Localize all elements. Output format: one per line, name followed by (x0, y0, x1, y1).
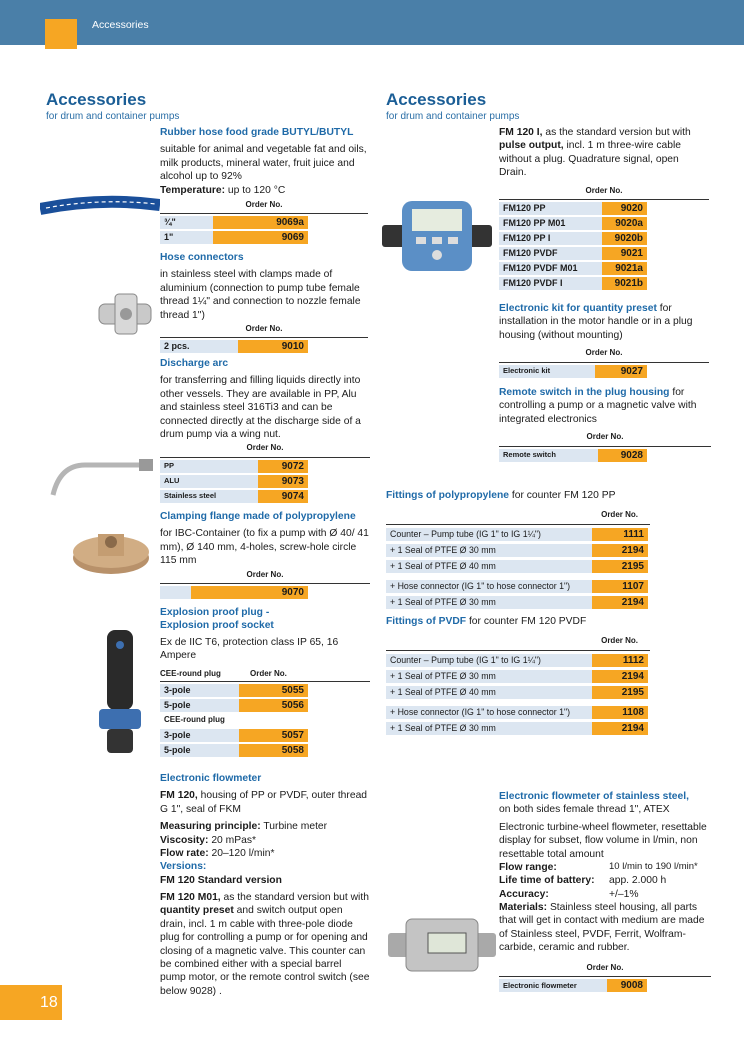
order-header: Order No. (499, 963, 711, 977)
order-header: Order No. (160, 570, 370, 584)
table-row (160, 340, 308, 353)
fitting-label: + 1 Seal of PTFE Ø 40 mm (386, 560, 592, 573)
fm120i-desc-c: incl. 1 m three-wire cable without a plug. Quadrature signal, open Drain. (499, 140, 681, 179)
order-label: 5-pole (160, 744, 239, 757)
order-number: 9021a (602, 262, 647, 275)
order-table (499, 200, 647, 292)
order-header: Order No. (250, 668, 287, 678)
kit-section (499, 302, 709, 380)
order-label: PP (160, 460, 258, 473)
hose-temp-value: up to 120 °C (225, 184, 286, 196)
order-number: 9027 (595, 365, 647, 378)
order-number: 5057 (239, 729, 308, 742)
order-number: 9073 (258, 475, 308, 488)
arc-desc: for transferring and filling liquids directly into other vessels. They are available in PP, Alu and stainless steel 316Ti3 and can be connected directly at the discharge side of a drum pump via a wing nut. (160, 375, 361, 440)
hose-title: Rubber hose food grade BUTYL/BUTYL (160, 127, 354, 138)
order-label: FM120 PVDF M01 (499, 262, 602, 275)
fittings-pvdf-section (386, 615, 650, 738)
fitting-number: 2195 (592, 560, 648, 573)
table-row (386, 654, 648, 667)
page-number: 18 (0, 985, 62, 1020)
materials-value: Stainless steel housing, all parts that will get in contact with medium are made of Stainless steel, PVDF, Ferrit, Wolfram-carbide, ceramic and rubber. (499, 902, 705, 954)
materials-label: Materials: (499, 902, 548, 913)
kit-desc: for installation in the motor handle or in a plug housing (without mounting) (499, 303, 693, 341)
order-label: FM120 PP (499, 202, 602, 215)
order-header: Order No. (386, 510, 650, 524)
order-header: Order No. (499, 432, 711, 446)
accuracy-value: +/–1% (609, 888, 639, 900)
table-row (499, 277, 647, 290)
table-row (499, 979, 647, 992)
fitting-number: 1107 (592, 576, 648, 593)
order-number: 9020 (602, 202, 647, 215)
m01-quantity-preset: quantity preset (160, 905, 234, 917)
hose-connector-image (95, 288, 155, 340)
order-label: ALU (160, 475, 258, 488)
fitting-number: 1112 (592, 654, 648, 667)
order-header: Order No. (499, 186, 709, 200)
order-number: 9021b (602, 277, 647, 290)
battery-label: Life time of battery: (499, 875, 595, 887)
fitting-label: + 1 Seal of PTFE Ø 30 mm (386, 596, 592, 609)
fittings-pvdf-title: Fittings of PVDF (386, 616, 467, 627)
order-label: Electronic kit (499, 365, 595, 378)
page-subtitle-right: for drum and container pumps (386, 111, 520, 122)
table-row (499, 262, 647, 275)
discharge-arc-image (45, 455, 155, 500)
fitting-label: + 1 Seal of PTFE Ø 30 mm (386, 722, 592, 735)
flowmeter-section (160, 772, 370, 998)
table-row (499, 365, 647, 378)
table-row (499, 202, 647, 215)
range-value: 10 l/min to 190 l/min* (609, 860, 698, 872)
viscosity-value: 20 mPas* (208, 834, 256, 846)
fittings-table (386, 651, 648, 738)
remote-section (499, 386, 711, 464)
order-number: 9028 (598, 449, 647, 462)
order-table (160, 338, 308, 355)
table-row (160, 699, 308, 712)
order-table (160, 214, 308, 246)
fm120i-desc-a: as the standard version but with (542, 127, 691, 138)
m01-desc-a: as the standard version but with (220, 892, 369, 903)
order-number: 9072 (258, 460, 308, 473)
explosion-desc: Ex de IIC T6, protection class IP 65, 16 Ampere (160, 636, 339, 662)
order-label: 3-pole (160, 684, 239, 697)
order-number: 9020b (602, 232, 647, 245)
order-number: 5058 (239, 744, 308, 757)
fitting-label: + Hose connector (IG 1" to hose connector 1") (386, 702, 592, 719)
remote-title: Remote switch in the plug housing (499, 387, 670, 398)
hose-desc: suitable for animal and vegetable fat and oils, milk products, mineral water, fruit juice and alcohol up to 92% (160, 144, 367, 183)
order-number: 9069a (213, 216, 308, 229)
steel-sub: on both sides female thread 1", ATEX (499, 804, 670, 816)
explosion-title-socket: Explosion proof socket (160, 620, 274, 632)
fm120-flowmeter-image (382, 195, 492, 273)
table-row (499, 247, 647, 260)
steel-flowmeter-section (499, 790, 711, 994)
table-row (499, 217, 647, 230)
fm120i-pulse: pulse output, (499, 140, 564, 152)
fitting-label: + 1 Seal of PTFE Ø 30 mm (386, 544, 592, 557)
fittings-pvdf-sub: for counter FM 120 PVDF (466, 616, 587, 627)
hose-temp-label: Temperature: (160, 184, 226, 196)
versions-label: Versions: (160, 861, 207, 873)
range-label: Flow range: (499, 861, 557, 873)
order-number: 5055 (239, 684, 308, 697)
order-table (499, 363, 647, 380)
order-header: Order No. (499, 348, 709, 362)
order-label: Electronic flowmeter (499, 979, 607, 992)
clamping-flange-image (70, 522, 152, 580)
fittings-pp-section (386, 489, 650, 612)
table-row (160, 744, 308, 757)
standard-version: FM 120 Standard version (160, 874, 282, 886)
connectors-title: Hose connectors (160, 252, 244, 263)
order-table (160, 458, 308, 505)
section-tab (45, 19, 77, 49)
order-label: FM120 PP I (499, 232, 602, 245)
order-label: Stainless steel (160, 490, 258, 503)
table-row (160, 216, 308, 229)
fm120i-label: FM 120 I, (499, 127, 543, 138)
steel-desc: Electronic turbine-wheel flowmeter, resettable display for subset, flow volume in l/min, non resettable total amount (499, 821, 707, 860)
order-header: Order No. (160, 443, 370, 457)
measuring-label: Measuring principle: (160, 821, 261, 833)
flange-title: Clamping flange made of polypropylene (160, 511, 356, 522)
order-number: 9008 (607, 979, 647, 992)
table-row (499, 449, 647, 462)
table-row (160, 460, 308, 473)
table-row (386, 596, 648, 609)
order-table (160, 584, 308, 601)
explosion-title-plug: Explosion proof plug - (160, 607, 270, 618)
fitting-number: 2195 (592, 686, 648, 699)
order-label: 1" (160, 231, 213, 244)
fitting-number: 2194 (592, 544, 648, 557)
flow-rate-value: 20–120 l/min* (208, 847, 275, 859)
fitting-number: 1111 (592, 528, 648, 541)
order-number: 9074 (258, 490, 308, 503)
table-row (386, 702, 648, 719)
fittings-table (386, 525, 648, 612)
order-table (499, 977, 647, 994)
table-row (160, 231, 308, 244)
breadcrumb: Accessories (92, 19, 149, 31)
table-row (386, 686, 648, 699)
fitting-number: 1108 (592, 702, 648, 719)
order-table (499, 447, 647, 464)
arc-section (160, 357, 370, 505)
fitting-label: + Hose connector (IG 1" to hose connector 1") (386, 576, 592, 593)
connectors-section (160, 251, 368, 355)
order-label: FM120 PVDF (499, 247, 602, 260)
fitting-label: + 1 Seal of PTFE Ø 30 mm (386, 670, 592, 683)
measuring-value: Turbine meter (260, 821, 328, 833)
stainless-flowmeter-image (388, 915, 496, 973)
table-row (160, 684, 308, 697)
table-row (386, 544, 648, 557)
order-number: 9069 (213, 231, 308, 244)
table-row (160, 586, 308, 599)
m01-label: FM 120 M01, (160, 892, 221, 903)
table-row (499, 232, 647, 245)
order-header: Order No. (160, 324, 368, 338)
fitting-label: Counter – Pump tube (IG 1" to IG 1¼") (386, 528, 592, 541)
page-subtitle-left: for drum and container pumps (46, 111, 180, 122)
page-title-left: Accessories (46, 90, 147, 109)
order-label: 5-pole (160, 699, 239, 712)
viscosity-label: Viscosity: (160, 834, 209, 846)
fm120-label: FM 120, (160, 790, 198, 802)
explosion-plug-image (95, 625, 145, 760)
order-number: 9010 (238, 340, 308, 353)
table-row (160, 714, 308, 727)
connectors-desc: in stainless steel with clamps made of aluminium (connection to pump tube female thread 1¼" and connection to nozzle female thread 1") (160, 269, 361, 321)
order-header: Order No. (386, 636, 650, 650)
flow-rate-label: Flow rate: (160, 847, 209, 859)
table-row (386, 528, 648, 541)
hose-section (160, 126, 368, 246)
top-bar (0, 0, 744, 45)
order-label: 2 pcs. (160, 340, 238, 353)
explosion-section (160, 606, 370, 759)
order-label: ¾" (160, 216, 213, 229)
fm120i-section (499, 126, 709, 292)
explosion-header (160, 669, 370, 682)
order-number: 9020a (602, 217, 647, 230)
fitting-label: Counter – Pump tube (IG 1" to IG 1¼") (386, 654, 592, 667)
battery-value: app. 2.000 h (609, 875, 667, 887)
order-table (160, 682, 308, 759)
table-row (386, 722, 648, 735)
fm120-desc: housing of PP or PVDF, outer thread G 1", seal of FKM (160, 790, 368, 815)
page-title-right: Accessories (386, 90, 487, 109)
arc-title: Discharge arc (160, 358, 229, 369)
flowmeter-title: Electronic flowmeter (160, 773, 262, 784)
table-row (386, 576, 648, 593)
remote-desc: for controlling a pump or a magnetic valve with integrated electronics (499, 387, 697, 425)
order-label: Remote switch (499, 449, 598, 462)
order-label: 3-pole (160, 729, 239, 742)
steel-title: Electronic flowmeter of stainless steel, (499, 791, 689, 802)
order-header: Order No. (160, 200, 368, 214)
accuracy-label: Accuracy: (499, 888, 549, 900)
fitting-number: 2194 (592, 596, 648, 609)
order-number: 9021 (602, 247, 647, 260)
table-row (160, 729, 308, 742)
order-label: FM120 PP M01 (499, 217, 602, 230)
table-row (386, 560, 648, 573)
fittings-pp-title: Fittings of polypropylene (386, 490, 509, 501)
order-number: 9070 (191, 586, 308, 599)
group-label: CEE-round plug (160, 668, 221, 678)
kit-title: Electronic kit for quantity preset (499, 303, 657, 314)
table-row (386, 670, 648, 683)
m01-desc-c: and switch output open drain, incl. 1 m cable with three-pole diode plug for controlling a pump or for opening and closing of a magnetic valve. This counter can be combined either with a special barrel pump motor, or the remote control switch (see below 9028) . (160, 905, 370, 997)
flange-desc: for IBC-Container (to fix a pump with Ø 40/ 41 mm), Ø 140 mm, 4-holes, screw-hole circle 115 mm (160, 528, 369, 567)
order-label: FM120 PVDF I (499, 277, 602, 290)
hose-image (40, 195, 160, 217)
table-row (160, 490, 308, 503)
fitting-number: 2194 (592, 670, 648, 683)
order-number: 5056 (239, 699, 308, 712)
table-row (160, 475, 308, 488)
fitting-number: 2194 (592, 722, 648, 735)
order-label (160, 586, 191, 599)
fittings-pp-sub: for counter FM 120 PP (509, 490, 616, 501)
fitting-label: + 1 Seal of PTFE Ø 40 mm (386, 686, 592, 699)
group-label: CEE-round plug (164, 715, 225, 725)
flange-section (160, 510, 370, 601)
